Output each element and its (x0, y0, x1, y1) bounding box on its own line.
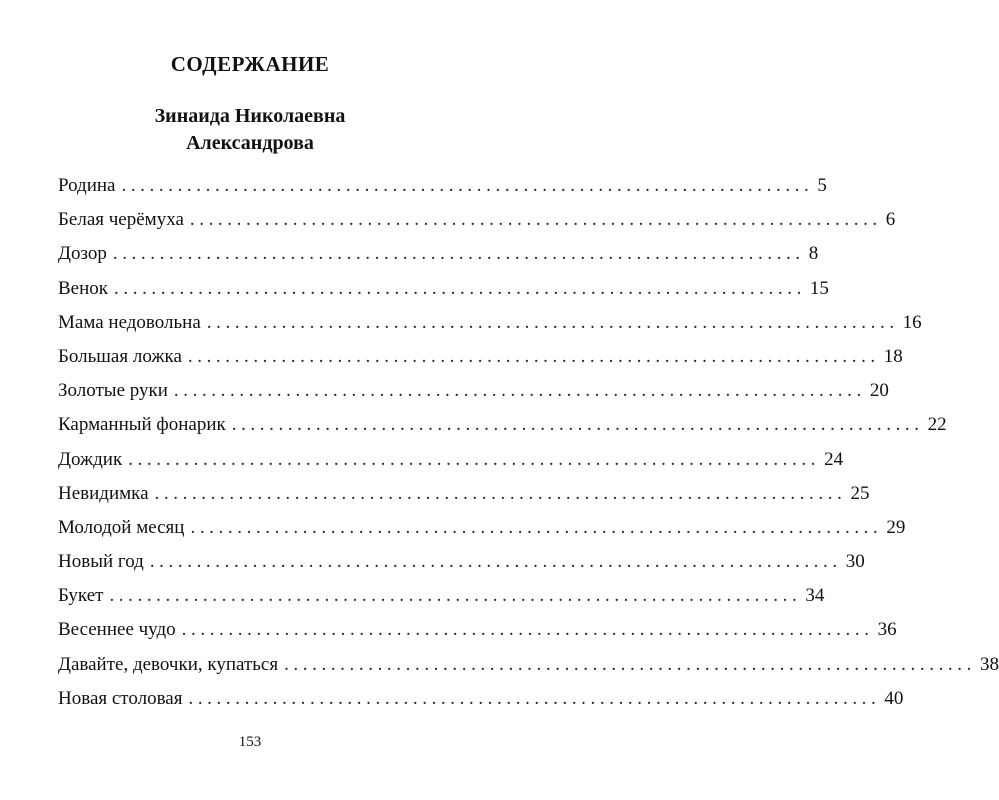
toc-entry (58, 206, 896, 240)
contents-heading: СОДЕРЖАНИЕ (170, 52, 330, 76)
toc-entry-title: Золотые руки (58, 380, 168, 402)
toc-entry-page: 22 (927, 414, 947, 436)
dot-leader: .......................................................................... (109, 585, 802, 607)
toc-entry-page: 8 (808, 243, 819, 265)
dot-leader: .......................................................................... (149, 551, 842, 573)
toc-entry-title: Новый год (58, 551, 144, 573)
dot-leader: .......................................................................... (121, 175, 814, 196)
toc-entry-title: Венок (58, 277, 109, 299)
toc-entry (58, 377, 889, 411)
page-number: 153 (238, 734, 262, 750)
toc-entry (58, 446, 844, 480)
dot-leader: .......................................................................... (128, 448, 821, 470)
toc-entry-page: 18 (883, 345, 903, 367)
toc-entry-title: Дозор (58, 243, 107, 265)
dot-leader: .......................................................................... (231, 414, 924, 436)
toc-entry-page: 40 (884, 687, 904, 709)
dot-leader: .......................................................................... (188, 687, 881, 709)
toc-entry-page: 34 (805, 585, 825, 607)
toc-entry-title: Давайте, девочки, купаться (58, 653, 279, 675)
toc-entry-title: Родина (58, 175, 116, 196)
toc-entry-page: 29 (886, 516, 906, 538)
toc-entry-title: Новая столовая (58, 687, 183, 709)
author-name (0, 103, 500, 157)
dot-leader: .......................................................................... (206, 311, 899, 333)
toc-entry-title: Карманный фонарик (58, 414, 226, 436)
toc-entry-page: 30 (845, 551, 865, 573)
toc-entry (58, 651, 999, 685)
toc-entry-title: Мама недовольна (58, 311, 201, 333)
toc-entry (58, 480, 870, 514)
toc-entry (58, 411, 947, 445)
toc-entry (58, 309, 922, 343)
dot-leader: .......................................................................... (112, 243, 805, 265)
dot-leader: .......................................................................... (190, 516, 883, 538)
toc-entry (58, 172, 827, 206)
toc-entry (58, 514, 906, 548)
toc-entry-title: Невидимка (58, 482, 149, 504)
toc-entry-title: Дождик (58, 448, 123, 470)
toc-entry-page: 25 (850, 482, 870, 504)
toc-entry (58, 240, 819, 274)
author-name-line-2: Александрова (186, 132, 314, 154)
toc-entry (58, 616, 897, 650)
dot-leader: .......................................................................... (187, 345, 880, 367)
toc-entry (58, 275, 829, 309)
dot-leader: .......................................................................... (284, 653, 976, 675)
dot-leader: .......................................................................... (154, 482, 847, 504)
toc-entry-page: 24 (824, 448, 844, 470)
toc-entry (58, 582, 825, 616)
toc-entry-page: 38 (979, 653, 999, 675)
toc-entry-page: 15 (809, 277, 829, 299)
toc-entry-page: 20 (869, 380, 889, 402)
toc-entry (58, 343, 903, 377)
toc-entry (58, 548, 865, 582)
toc-entry-page: 6 (885, 209, 896, 231)
dot-leader: .......................................................................... (189, 209, 882, 231)
toc-entry-title: Весеннее чудо (58, 619, 176, 641)
toc-entry-page: 16 (902, 311, 922, 333)
dot-leader: .......................................................................... (173, 380, 866, 402)
toc-entry-title: Букет (58, 585, 104, 607)
author-name-line-1: Зинаида Николаевна (154, 105, 346, 127)
dot-leader: .......................................................................... (181, 619, 874, 641)
dot-leader: .......................................................................... (114, 277, 806, 299)
toc-entry (58, 685, 904, 719)
toc-entry-page: 5 (817, 175, 827, 196)
toc-entry-title: Большая ложка (58, 345, 182, 367)
toc-entry-page: 36 (877, 619, 897, 641)
toc-entry-title: Белая черёмуха (58, 209, 184, 231)
toc-entry-title: Молодой месяц (58, 516, 185, 538)
table-of-contents (58, 172, 999, 719)
